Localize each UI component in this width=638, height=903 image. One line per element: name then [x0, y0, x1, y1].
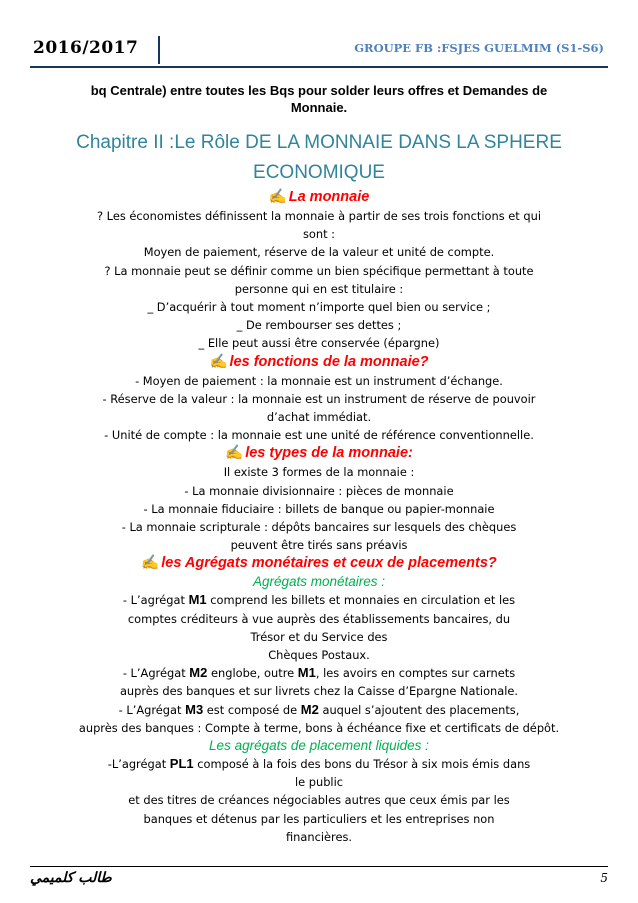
- section-title-agregats: ✍ les Agrégats monétaires et ceux de placements?: [141, 555, 497, 572]
- section-title-monnaie: ✍ La monnaie: [268, 189, 370, 205]
- line: le public: [294, 775, 344, 790]
- pencil-icon: ✍: [225, 445, 244, 462]
- line: auprès des banques : Compte à terme, bons à échéance fixe et certificats de dépôt.: [78, 720, 560, 735]
- m1-line: - L’agrégat M1 comprend les billets et monnaies en circulation et les: [122, 592, 516, 608]
- line: _ De rembourser ses dettes ;: [236, 318, 402, 333]
- footer-signature: طالب كلميمي: [30, 870, 112, 886]
- line: - La monnaie scripturale : dépôts bancaires sur lesquels des chèques: [121, 520, 517, 535]
- chapter-title: Chapitre II :Le Rôle DE LA MONNAIE DANS LA SPHERE ECONOMIQUE: [76, 132, 562, 183]
- subtitle-placement-liquides: Les agrégats de placement liquides :: [209, 738, 429, 754]
- line: ? Les économistes définissent la monnaie à partir de ses trois fonctions et qui: [97, 209, 541, 223]
- line: Chèques Postaux.: [268, 648, 370, 663]
- footer-rule: [30, 866, 608, 867]
- line: et des titres de créances négociables autres que ceux émis par les: [128, 793, 510, 808]
- page-number: 5: [600, 871, 608, 885]
- page-header: [30, 30, 608, 66]
- pencil-icon: ✍: [141, 555, 160, 572]
- section-title-fonctions: ✍ les fonctions de la monnaie?: [209, 353, 429, 370]
- m1-tag: M1: [188, 592, 207, 608]
- header-group: GROUPE FB :FSJES GUELMIM (S1-S6): [354, 41, 604, 55]
- line: banques et détenus par les particuliers et les entreprises non: [143, 811, 495, 826]
- m2-line: - L’Agrégat M2 englobe, outre M1, les avoirs en comptes sur carnets: [122, 665, 516, 681]
- page-body: [30, 82, 608, 846]
- header-rule: [30, 66, 608, 68]
- line: - Unité de compte : la monnaie est une unité de référence conventionnelle.: [104, 428, 534, 443]
- line: - Réserve de la valeur : la monnaie est un instrument de réserve de pouvoir: [102, 391, 536, 406]
- pencil-icon: ✍: [209, 353, 228, 370]
- line: Il existe 3 formes de la monnaie :: [223, 465, 415, 480]
- section-title-types: ✍ les types de la monnaie:: [225, 445, 413, 462]
- line: sont :: [302, 227, 336, 242]
- header-year: 2016/2017: [33, 38, 139, 58]
- m3-line: - L’Agrégat M3 est composé de M2 auquel s’ajoutent des placements,: [118, 701, 520, 717]
- line: Moyen de paiement, réserve de la valeur et unité de compte.: [143, 245, 495, 260]
- line: - La monnaie fiduciaire : billets de banque ou papier-monnaie: [143, 501, 495, 516]
- pencil-icon: ✍: [268, 189, 287, 205]
- line: comptes créditeurs à vue auprès des établissements bancaires, du: [127, 611, 511, 626]
- line: Trésor et du Service des: [250, 629, 388, 644]
- line: _ D’acquérir à tout moment n’importe quel bien ou service ;: [147, 300, 491, 315]
- line: ? La monnaie peut se définir comme un bien spécifique permettant à toute: [104, 263, 534, 278]
- intro-text: bq Centrale) entre toutes les Bqs pour solder leurs offres et Demandes de Monnaie.: [90, 83, 548, 115]
- m2-tag: M2: [300, 701, 319, 717]
- pl1-line: -L’agrégat PL1 composé à la fois des bons du Trésor à six mois émis dans: [107, 756, 531, 772]
- header-separator: [158, 36, 160, 64]
- line: financières.: [285, 829, 353, 844]
- subtitle-agregats-monetaires: Agrégats monétaires :: [252, 574, 386, 590]
- line: personne qui en est titulaire :: [234, 281, 404, 296]
- line: peuvent être tirés sans préavis: [230, 538, 408, 553]
- line: _ Elle peut aussi être conservée (épargne): [198, 336, 440, 351]
- line: - La monnaie divisionnaire : pièces de monnaie: [184, 483, 454, 498]
- pl1-tag: PL1: [169, 756, 194, 772]
- m1-tag: M1: [297, 665, 316, 681]
- line: d’achat immédiat.: [266, 410, 372, 425]
- m3-tag: M3: [185, 701, 204, 717]
- m2-tag: M2: [189, 665, 208, 681]
- line: - Moyen de paiement : la monnaie est un instrument d’échange.: [135, 373, 503, 388]
- line: auprès des banques et sur livrets chez la Caisse d’Epargne Nationale.: [119, 684, 519, 699]
